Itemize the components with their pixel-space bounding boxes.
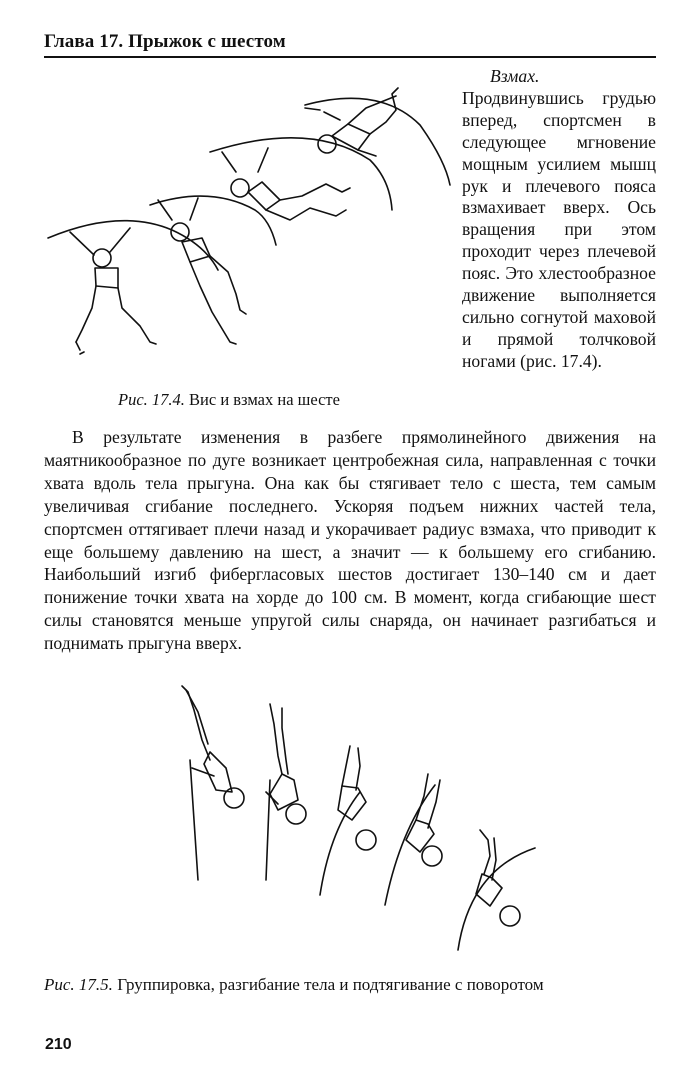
athlete-figure-8 <box>406 774 442 866</box>
pole-arc-3 <box>210 138 392 210</box>
pole-arc-1 <box>48 221 218 270</box>
athlete-figure-9 <box>476 830 520 926</box>
figure-17-5-caption-text: Группировка, разгибание тела и подтягивание с поворотом <box>112 975 544 994</box>
body-paragraph: В результате изменения в разбеге прямолинейного движения на маятникообразное по дуге возникает центробежная сила, направленная с точки хвата вдоль тела прыгуна. Она как бы стягивает тело с шеста, тем самым увеличивая сгибание последнего. Ускоряя подъем нижних частей тела, спортсмен оттягивает плечи назад и укорачивает радиус взмаха, что приводит к еще большему давлению на шест, а значит — к большему его сгибанию. Наибольший изгиб фибергласовых шестов достигает 130–140 см и дает понижение точки хвата на хорде до 100 см. В момент, когда сгибающие шест силы становятся меньше упругой силы снаряда, он начинает разгибаться и поднимать прыгуна вверх. <box>44 427 656 654</box>
pole-arc-2 <box>150 196 276 245</box>
pole-4 <box>385 785 435 905</box>
figure-17-5-label: Рис. 17.5. <box>44 975 113 994</box>
pole-5 <box>458 848 535 950</box>
pole-1 <box>190 760 198 880</box>
figure-17-4-caption-text: Вис и взмах на шесте <box>184 390 340 409</box>
athlete-figure-2 <box>158 198 246 344</box>
figure-17-4-label: Рис. 17.4. <box>118 390 185 409</box>
athlete-figure-6 <box>266 704 306 824</box>
athlete-figure-1 <box>70 228 156 354</box>
running-header <box>44 30 656 58</box>
chapter-title: Глава 17. Прыжок с шестом <box>44 31 286 52</box>
figure-17-5-caption <box>44 975 656 995</box>
page-number: 210 <box>45 1036 72 1053</box>
term-vzmakh: Взмах. <box>490 66 540 86</box>
athlete-figure-3 <box>222 148 350 220</box>
athlete-figure-7 <box>338 746 376 850</box>
figure-17-4-illustration <box>40 80 460 370</box>
figure-17-5-illustration <box>170 680 540 960</box>
pole-3 <box>320 792 360 895</box>
side-paragraph <box>462 66 656 373</box>
figure-17-4-caption <box>118 390 340 410</box>
side-paragraph-text: Продвинувшись грудью вперед, спортсмен в следующее мгновение мощным усилием мышц рук и плечевого пояса взмахивает вверх. Ось вращения при этом проходит через плечевой пояс. Это хлестообразное движение выполняется сильно согнутой маховой и прямой толчковой ногами (рис. 17.4). <box>462 87 656 371</box>
